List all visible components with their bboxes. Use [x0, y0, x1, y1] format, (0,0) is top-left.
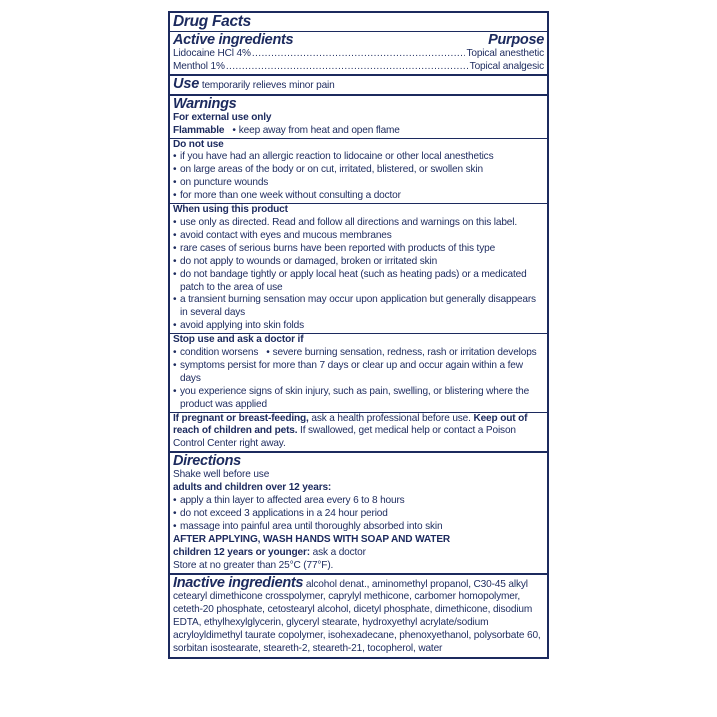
list-item: • severe burning sensation, redness, rash or irritation develops — [258, 347, 536, 358]
swallowed-text: If swallowed, get medical help or contact a Poison Control Center right away. — [173, 425, 516, 450]
list-item: • symptoms persist for more than 7 days or clear up and occur again within a few days — [173, 360, 544, 386]
warnings-heading: Warnings — [173, 95, 237, 112]
when-using-section — [170, 203, 547, 333]
ingredient-purpose: Topical analgesic — [469, 60, 544, 72]
pregnant-text: ask a health professional before use. — [308, 412, 474, 424]
list-item: • apply a thin layer to affected area every 6 to 8 hours — [173, 495, 544, 508]
list-item: • do not apply to wounds or damaged, broken or irritated skin — [173, 256, 544, 269]
list-item: • avoid applying into skin folds — [173, 320, 544, 333]
adults-heading: adults and children over 12 years: — [173, 482, 332, 494]
directions-section — [170, 451, 547, 572]
flammable-line — [173, 125, 544, 138]
after-applying-text: AFTER APPLYING, WASH HANDS WITH SOAP AND WATER — [173, 533, 451, 545]
list-item: • use only as directed. Read and follow all directions and warnings on this label. — [173, 217, 544, 230]
ingredient-row — [173, 48, 544, 61]
use-section — [170, 74, 547, 94]
list-item: • if you have had an allergic reaction to lidocaine or other local anesthetics — [173, 151, 544, 164]
drug-facts-panel — [168, 11, 549, 659]
list-item: • on large areas of the body or on cut, irritated, blistered, or swollen skin — [173, 164, 544, 177]
stop-use-heading: Stop use and ask a doctor if — [173, 334, 304, 346]
stop-use-section — [170, 333, 547, 411]
list-item: • on puncture wounds — [173, 177, 544, 190]
list-item: • do not exceed 3 applications in a 24 hour period — [173, 508, 544, 521]
active-ingredients-header — [173, 32, 544, 48]
drug-facts-title: Drug Facts — [173, 13, 251, 30]
ingredient-name: Lidocaine HCl 4% — [173, 48, 251, 59]
children-text: ask a doctor — [310, 546, 366, 558]
list-item: • do not bandage tightly or apply local heat (such as heating pads) or a medicated patch to the area of use — [173, 269, 544, 295]
list-item: • condition worsens — [173, 347, 258, 358]
children-line — [173, 547, 544, 560]
use-text: temporarily relieves minor pain — [201, 79, 335, 91]
active-ingredients-heading: Active ingredients — [173, 32, 294, 48]
flammable-label: Flammable — [173, 124, 225, 136]
list-item: • a transient burning sensation may occur upon application but generally disappears in several days — [173, 294, 544, 320]
leader-dots — [252, 48, 466, 61]
active-ingredients-section — [170, 31, 547, 74]
leader-dots — [226, 61, 469, 74]
inactive-ingredients-text: alcohol denat., aminomethyl propanol, C30-45 alkyl cetearyl dimethicone crosspolymer, caprylyl methicone, carbomer homopolymer, ceteth-20 phosphate, cetostearyl alcohol, dicetyl phosphate, dimethicone, disodium EDTA, ethylhexylglycerin, glyceryl stearate, hydroxyethyl acrylate/sodium acryloyldimethyl taurate copolymer, isohexadecane, phenoxyethanol, polysorbate 60, sorbitan isostearate, steareth-2, steareth-21, tocopherol, water — [173, 578, 541, 655]
pregnant-bold: If pregnant or breast-feeding, — [173, 412, 309, 424]
list-item: • rare cases of serious burns have been reported with products of this type — [173, 243, 544, 256]
list-item: • for more than one week without consulting a doctor — [173, 190, 544, 203]
do-not-use-section — [170, 138, 547, 204]
ingredient-name: Menthol 1% — [173, 60, 225, 72]
flammable-text: • keep away from heat and open flame — [224, 125, 399, 136]
keep-out-of-reach: Keep out of reach of children and pets. — [173, 412, 528, 437]
stop-use-inline-line — [173, 347, 544, 360]
children-bold: children 12 years or younger: — [173, 546, 311, 558]
storage-text: Store at no greater than 25°C (77°F). — [173, 559, 334, 571]
list-item: • massage into painful area until thoroughly absorbed into skin — [173, 521, 544, 534]
purpose-heading: Purpose — [488, 32, 544, 48]
directions-heading: Directions — [173, 453, 241, 470]
ingredient-purpose: Topical anesthetic — [466, 48, 544, 59]
ingredient-row — [173, 61, 544, 74]
list-item: • avoid contact with eyes and mucous membranes — [173, 230, 544, 243]
when-using-heading: When using this product — [173, 204, 288, 216]
warnings-section — [170, 94, 547, 138]
title-section — [170, 13, 547, 31]
list-item: • you experience signs of skin injury, such as pain, swelling, or blistering where the product was applied — [173, 386, 544, 412]
shake-text: Shake well before use — [173, 469, 270, 481]
use-heading: Use — [173, 75, 200, 92]
do-not-use-heading: Do not use — [173, 138, 224, 150]
inactive-ingredients-heading: Inactive ingredients — [173, 574, 304, 591]
inactive-ingredients-section — [170, 573, 547, 657]
pregnancy-section — [170, 412, 547, 452]
external-use-note: For external use only — [173, 111, 272, 123]
